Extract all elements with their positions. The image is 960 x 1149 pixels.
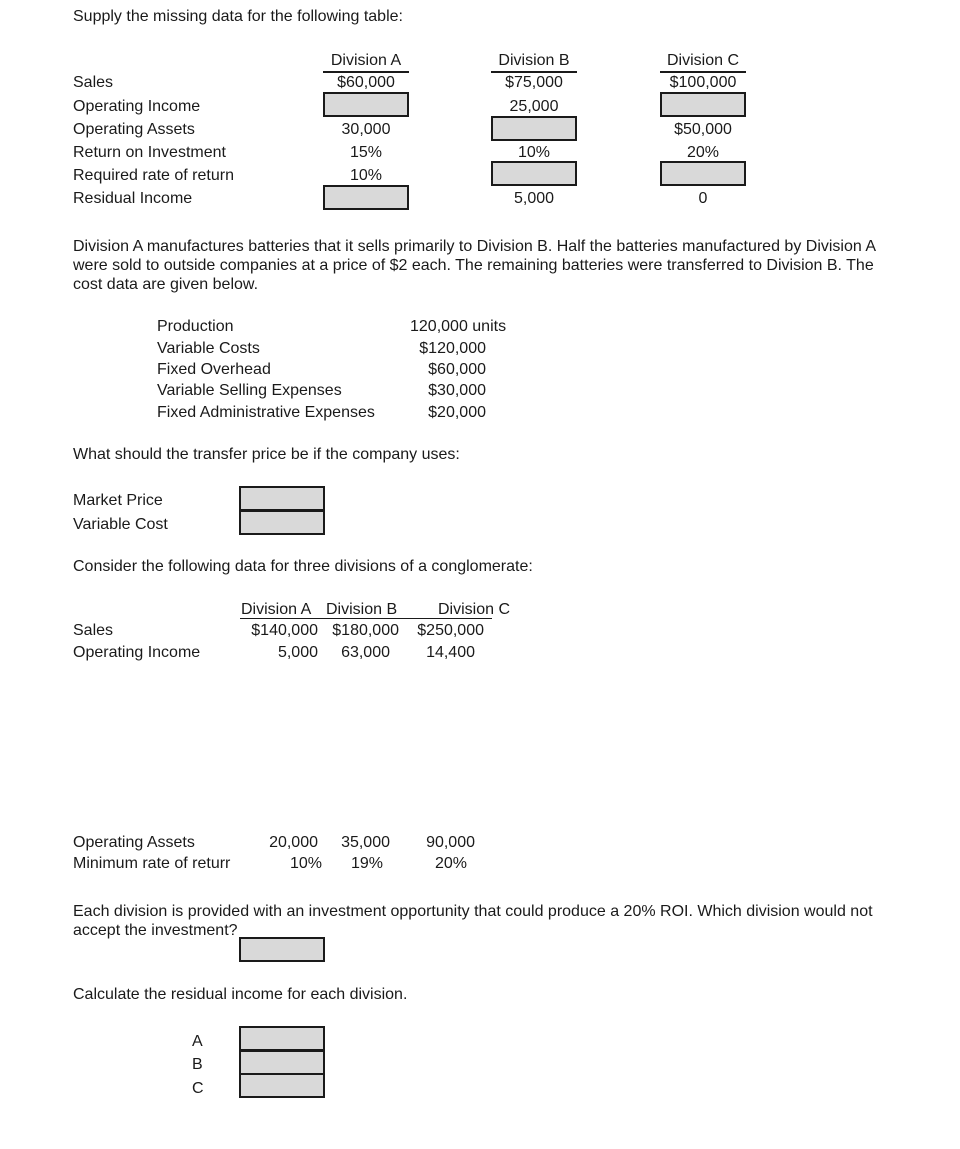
s3-rate-b: 19% [350, 855, 383, 872]
market-price-input[interactable] [239, 486, 325, 511]
label-variable-cost: Variable Cost [73, 516, 168, 533]
ri-input-a[interactable] [239, 1026, 325, 1051]
ri-input-b[interactable] [239, 1050, 325, 1075]
investment-answer-input[interactable] [239, 937, 325, 962]
variable-cost-input[interactable] [239, 510, 325, 535]
transfer-price-question: What should the transfer price be if the company uses: [73, 446, 460, 463]
cost-value-variable-selling: $30,000 [428, 382, 486, 399]
s3-header-underline [240, 618, 492, 619]
instruction-text: Supply the missing data for the following table: [73, 8, 403, 25]
col-header-division-b: Division B [491, 53, 577, 73]
div-b-sales: $75,000 [505, 74, 563, 91]
conglomerate-intro: Consider the following data for three divisions of a conglomerate: [73, 558, 533, 575]
row-label-roi: Return on Investment [73, 144, 226, 161]
div-a-roi: 15% [349, 144, 383, 161]
cost-value-fixed-overhead: $60,000 [428, 361, 486, 378]
label-market-price: Market Price [73, 492, 163, 509]
div-b-residual-income: 5,000 [513, 190, 555, 207]
cost-label-variable-selling: Variable Selling Expenses [157, 382, 342, 399]
row-label-sales: Sales [73, 74, 114, 91]
s3-sales-b: $180,000 [332, 622, 399, 639]
row-label-residual-income: Residual Income [73, 190, 193, 207]
s3-label-min-rate: Minimum rate of returr [73, 856, 231, 872]
s3-income-b: 63,000 [341, 644, 390, 661]
div-c-sales: $100,000 [669, 74, 737, 91]
s3-label-sales: Sales [73, 622, 114, 639]
s3-col-header-c: Division C [438, 601, 511, 618]
cost-label-fixed-admin: Fixed Administrative Expenses [157, 404, 375, 421]
s3-label-operating-income: Operating Income [73, 644, 201, 661]
investment-question: Each division is provided with an investment opportunity that could produce a 20% ROI. Which division would not accept the investment? [73, 903, 873, 939]
s3-label-operating-assets: Operating Assets [73, 834, 195, 851]
batteries-paragraph: Division A manufactures batteries that it sells primarily to Division B. Half the batteries manufactured by Division A were sold to outside companies at a price of $2 each. The remaining batteries were transferred to Division B. The cost data are given below. [73, 238, 876, 293]
div-b-operating-income: 25,000 [509, 98, 559, 115]
div-c-roi: 20% [686, 144, 720, 161]
s3-income-a: 5,000 [277, 644, 318, 661]
div-b-operating-assets-input[interactable] [491, 116, 577, 141]
cost-label-variable-costs: Variable Costs [157, 340, 260, 357]
s3-rate-a: 10% [289, 855, 322, 872]
s3-assets-c: 90,000 [426, 834, 475, 851]
s3-col-header-b: Division B [326, 601, 398, 618]
s3-sales-c: $250,000 [417, 622, 484, 639]
cost-value-fixed-admin: $20,000 [428, 404, 486, 421]
div-a-required-rate: 10% [349, 167, 383, 184]
div-c-required-rate-input[interactable] [660, 161, 746, 186]
div-c-residual-income: 0 [698, 190, 708, 207]
ri-label-b: B [192, 1056, 203, 1073]
ri-input-c[interactable] [239, 1073, 325, 1098]
div-c-operating-income-input[interactable] [660, 92, 746, 117]
ri-label-c: C [192, 1080, 204, 1097]
row-label-operating-assets: Operating Assets [73, 121, 195, 138]
col-header-division-c: Division C [660, 53, 746, 73]
ri-label-a: A [192, 1033, 203, 1050]
cost-label-production: Production [157, 318, 234, 335]
div-b-roi: 10% [517, 144, 551, 161]
s3-rate-c: 20% [434, 855, 467, 872]
cost-value-variable-costs: $120,000 [419, 340, 486, 357]
s3-assets-b: 35,000 [341, 834, 390, 851]
cost-value-production: 120,000 units [410, 318, 507, 335]
s3-sales-a: $140,000 [251, 622, 318, 639]
div-a-sales: $60,000 [337, 74, 395, 91]
div-c-operating-assets: $50,000 [674, 121, 732, 138]
s3-income-c: 14,400 [426, 644, 475, 661]
div-a-operating-income-input[interactable] [323, 92, 409, 117]
residual-income-question: Calculate the residual income for each division. [73, 986, 408, 1003]
s3-assets-a: 20,000 [269, 834, 318, 851]
div-a-residual-income-input[interactable] [323, 185, 409, 210]
div-b-required-rate-input[interactable] [491, 161, 577, 186]
div-a-operating-assets: 30,000 [341, 121, 391, 138]
s3-col-header-a: Division A [241, 601, 312, 618]
cost-label-fixed-overhead: Fixed Overhead [157, 361, 271, 378]
col-header-division-a: Division A [323, 53, 409, 73]
row-label-required-rate: Required rate of return [73, 167, 234, 184]
row-label-operating-income: Operating Income [73, 98, 201, 115]
